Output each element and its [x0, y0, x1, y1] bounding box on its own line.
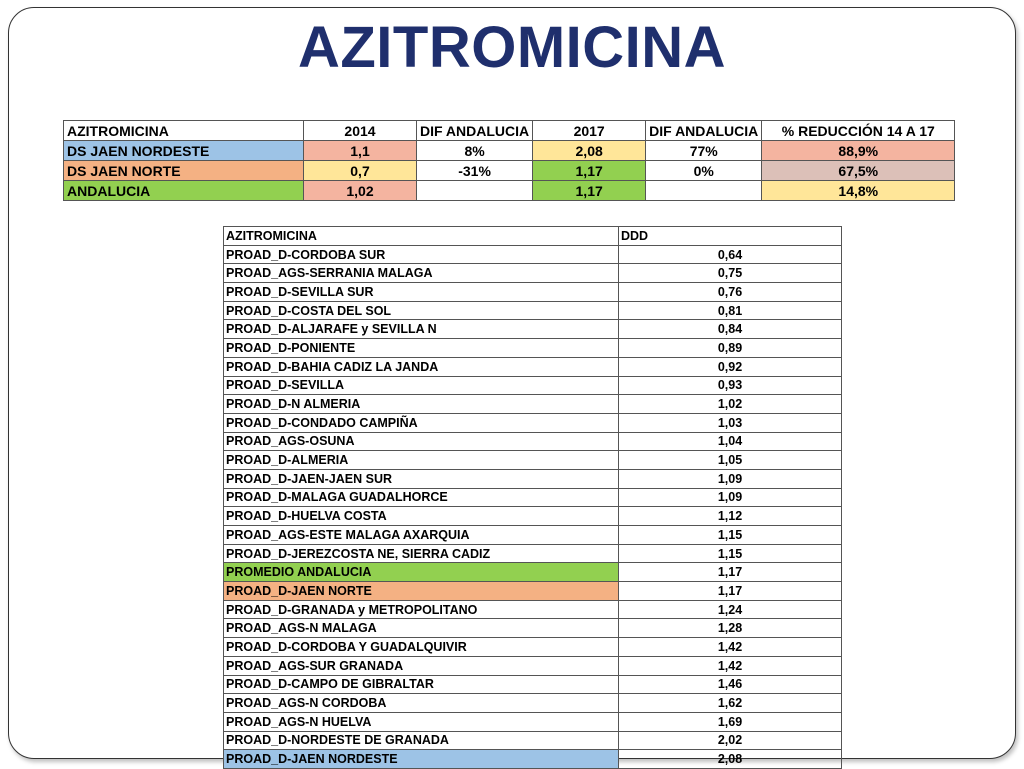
ranking-ddd-cell: 1,15: [619, 526, 842, 545]
ranking-ddd-cell: 2,02: [619, 731, 842, 750]
table-row: [224, 544, 842, 563]
ranking-ddd-cell: 1,02: [619, 395, 842, 414]
summary-value-cell: -31%: [417, 161, 533, 181]
ranking-name-cell: PROAD_D-NORDESTE DE GRANADA: [224, 731, 619, 750]
summary-value-cell: 0%: [646, 161, 762, 181]
slide-title: AZITROMICINA: [297, 15, 727, 80]
ranking-name-cell: PROAD_D-JAEN-JAEN SUR: [224, 469, 619, 488]
ranking-name-cell: PROAD_D-ALJARAFE y SEVILLA N: [224, 320, 619, 339]
ranking-ddd-cell: 0,64: [619, 245, 842, 264]
ranking-ddd-cell: 1,03: [619, 413, 842, 432]
ranking-ddd-cell: 1,17: [619, 582, 842, 601]
ranking-ddd-cell: 1,04: [619, 432, 842, 451]
ranking-name-cell: PROAD_D-CONDADO CAMPIÑA: [224, 413, 619, 432]
table-row: [224, 638, 842, 657]
ranking-name-cell: PROAD_D-N ALMERIA: [224, 395, 619, 414]
ranking-name-cell: PROAD_D-SEVILLA: [224, 376, 619, 395]
ranking-header-cell: DDD: [619, 227, 842, 246]
table-row: [224, 694, 842, 713]
ranking-ddd-cell: 0,92: [619, 357, 842, 376]
ranking-name-cell: PROAD_D-ALMERIA: [224, 451, 619, 470]
ranking-ddd-cell: 0,93: [619, 376, 842, 395]
ranking-ddd-cell: 1,17: [619, 563, 842, 582]
ranking-ddd-cell: 1,46: [619, 675, 842, 694]
ranking-name-cell: PROAD_D-PONIENTE: [224, 339, 619, 358]
ranking-ddd-cell: 2,08: [619, 750, 842, 769]
summary-header-cell: 2014: [304, 121, 417, 141]
ranking-name-cell: PROAD_D-JAEN NORDESTE: [224, 750, 619, 769]
table-row: [224, 656, 842, 675]
ranking-ddd-cell: 0,76: [619, 283, 842, 302]
table-row: [224, 283, 842, 302]
table-row: [224, 619, 842, 638]
summary-value-cell: 2,08: [533, 141, 646, 161]
ranking-ddd-cell: 1,24: [619, 600, 842, 619]
summary-value-cell: 1,1: [304, 141, 417, 161]
table-row: [224, 339, 842, 358]
summary-value-cell: 67,5%: [762, 161, 955, 181]
table-row: [224, 507, 842, 526]
ranking-name-cell: PROAD_D-JAEN NORTE: [224, 582, 619, 601]
ranking-name-cell: PROAD_D-CORDOBA SUR: [224, 245, 619, 264]
ranking-name-cell: PROAD_AGS-N MALAGA: [224, 619, 619, 638]
ranking-name-cell: PROAD_D-MALAGA GUADALHORCE: [224, 488, 619, 507]
summary-value-cell: 14,8%: [762, 181, 955, 201]
ranking-ddd-cell: 1,12: [619, 507, 842, 526]
ranking-ddd-cell: 1,62: [619, 694, 842, 713]
summary-table: [63, 120, 955, 201]
table-row: [224, 488, 842, 507]
ranking-name-cell: PROMEDIO ANDALUCIA: [224, 563, 619, 582]
summary-header-cell: AZITROMICINA: [64, 121, 304, 141]
ranking-name-cell: PROAD_AGS-ESTE MALAGA AXARQUIA: [224, 526, 619, 545]
summary-value-cell: [417, 181, 533, 201]
ranking-name-cell: PROAD_AGS-OSUNA: [224, 432, 619, 451]
summary-header-cell: 2017: [533, 121, 646, 141]
ranking-name-cell: PROAD_AGS-N CORDOBA: [224, 694, 619, 713]
table-row: [224, 731, 842, 750]
ranking-name-cell: PROAD_AGS-SERRANIA MALAGA: [224, 264, 619, 283]
ranking-ddd-cell: 1,15: [619, 544, 842, 563]
ranking-name-cell: PROAD_D-BAHIA CADIZ LA JANDA: [224, 357, 619, 376]
summary-row: [64, 181, 955, 201]
summary-name-cell: DS JAEN NORTE: [64, 161, 304, 181]
table-row: [224, 675, 842, 694]
table-row: [224, 432, 842, 451]
table-row: [224, 451, 842, 470]
summary-value-cell: 88,9%: [762, 141, 955, 161]
summary-header-cell: DIF ANDALUCIA: [417, 121, 533, 141]
table-row: [224, 526, 842, 545]
table-row: [224, 301, 842, 320]
table-row: [224, 582, 842, 601]
ranking-ddd-cell: 0,89: [619, 339, 842, 358]
summary-name-cell: ANDALUCIA: [64, 181, 304, 201]
summary-header-cell: % REDUCCIÓN 14 A 17: [762, 121, 955, 141]
ranking-name-cell: PROAD_D-JEREZCOSTA NE, SIERRA CADIZ: [224, 544, 619, 563]
table-row: [224, 357, 842, 376]
ranking-name-cell: PROAD_AGS-SUR GRANADA: [224, 656, 619, 675]
ranking-ddd-cell: 1,05: [619, 451, 842, 470]
ranking-ddd-cell: 1,69: [619, 712, 842, 731]
ranking-header-cell: AZITROMICINA: [224, 227, 619, 246]
summary-value-cell: 1,02: [304, 181, 417, 201]
ranking-name-cell: PROAD_D-HUELVA COSTA: [224, 507, 619, 526]
ranking-ddd-cell: 1,09: [619, 469, 842, 488]
table-row: [224, 395, 842, 414]
ranking-table: [223, 226, 842, 769]
summary-value-cell: 1,17: [533, 181, 646, 201]
summary-value-cell: [646, 181, 762, 201]
ranking-header-row: [224, 227, 842, 246]
table-row: [224, 245, 842, 264]
ranking-ddd-cell: 0,75: [619, 264, 842, 283]
ranking-ddd-cell: 1,28: [619, 619, 842, 638]
ranking-ddd-cell: 1,42: [619, 638, 842, 657]
ranking-name-cell: PROAD_D-GRANADA y METROPOLITANO: [224, 600, 619, 619]
ranking-ddd-cell: 0,84: [619, 320, 842, 339]
summary-value-cell: 77%: [646, 141, 762, 161]
summary-row: [64, 161, 955, 181]
ranking-name-cell: PROAD_D-COSTA DEL SOL: [224, 301, 619, 320]
ranking-ddd-cell: 1,42: [619, 656, 842, 675]
summary-header-cell: DIF ANDALUCIA: [646, 121, 762, 141]
ranking-name-cell: PROAD_AGS-N HUELVA: [224, 712, 619, 731]
ranking-ddd-cell: 0,81: [619, 301, 842, 320]
table-row: [224, 600, 842, 619]
ranking-name-cell: PROAD_D-CAMPO DE GIBRALTAR: [224, 675, 619, 694]
table-row: [224, 469, 842, 488]
summary-row: [64, 141, 955, 161]
ranking-name-cell: PROAD_D-CORDOBA Y GUADALQUIVIR: [224, 638, 619, 657]
ranking-name-cell: PROAD_D-SEVILLA SUR: [224, 283, 619, 302]
summary-value-cell: 8%: [417, 141, 533, 161]
table-row: [224, 264, 842, 283]
table-row: [224, 563, 842, 582]
summary-name-cell: DS JAEN NORDESTE: [64, 141, 304, 161]
table-row: [224, 413, 842, 432]
ranking-ddd-cell: 1,09: [619, 488, 842, 507]
table-row: [224, 320, 842, 339]
summary-header-row: [64, 121, 955, 141]
summary-value-cell: 0,7: [304, 161, 417, 181]
table-row: [224, 712, 842, 731]
table-row: [224, 750, 842, 769]
table-row: [224, 376, 842, 395]
summary-value-cell: 1,17: [533, 161, 646, 181]
